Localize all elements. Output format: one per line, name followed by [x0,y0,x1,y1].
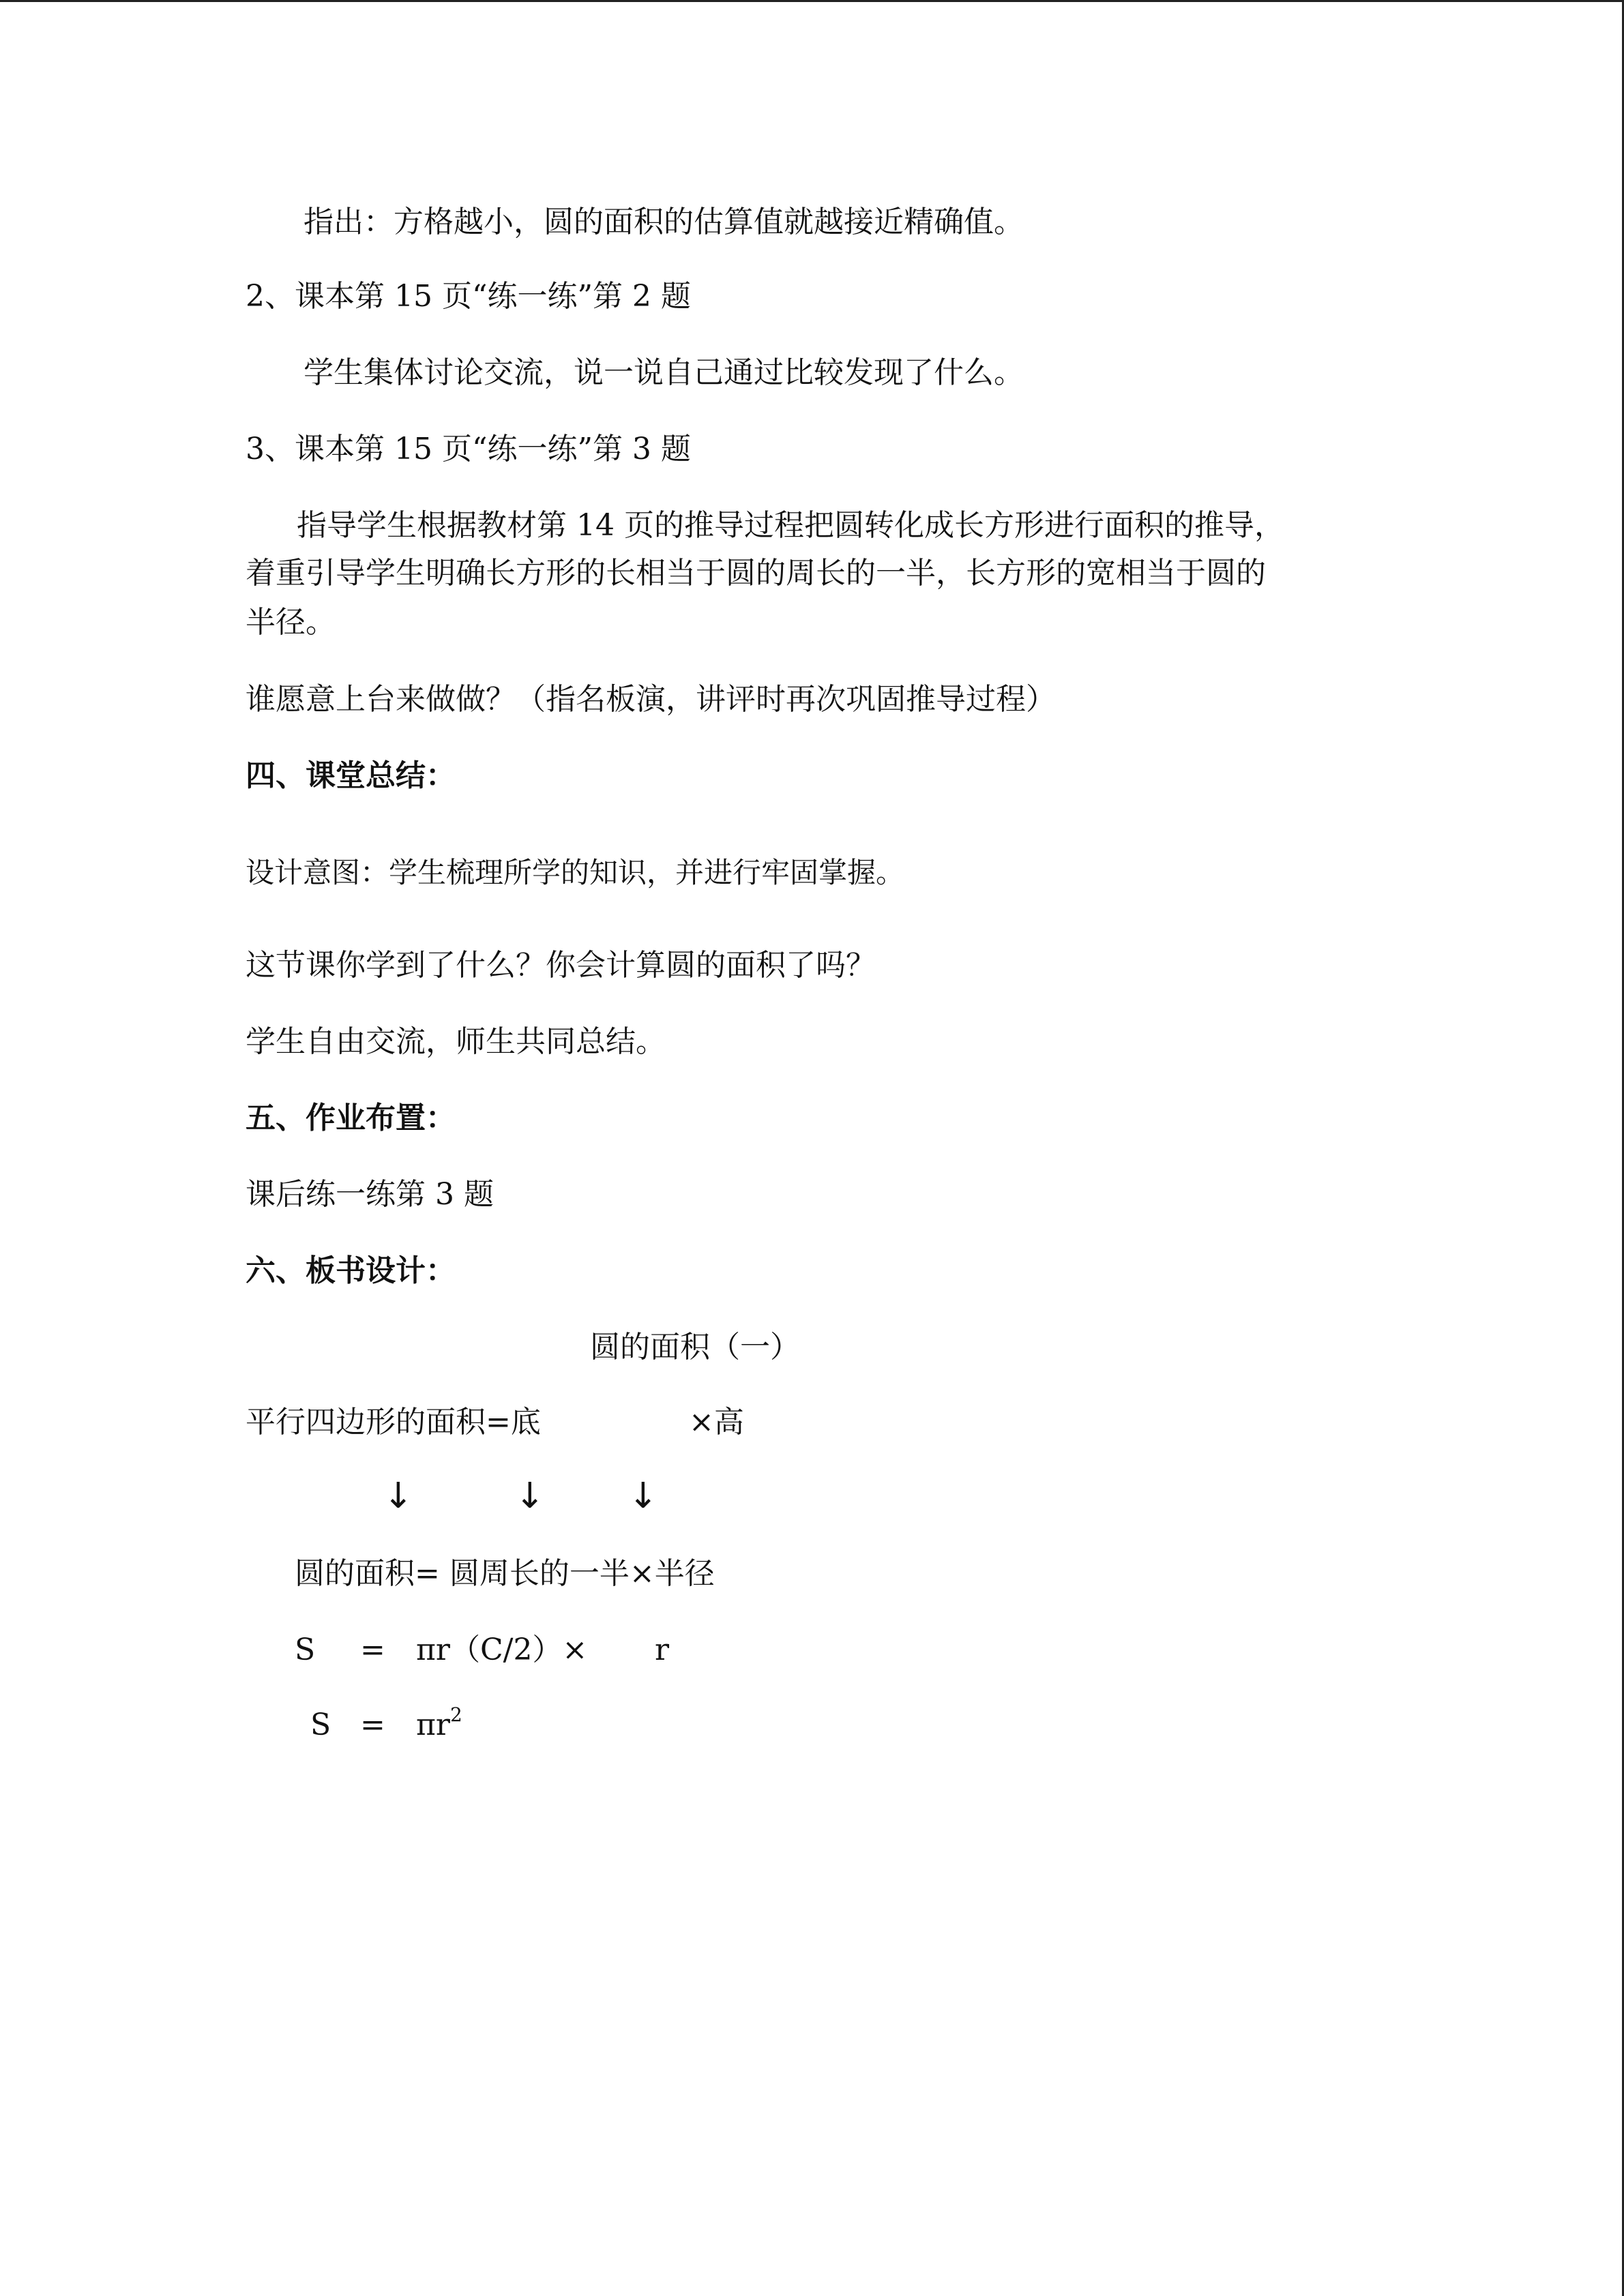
formula1-expression: πr（C/2）× [416,1632,588,1667]
board-title: 圆的面积（一） [590,1330,800,1365]
formula1-s: S [295,1632,316,1667]
paragraph-homework: 课后练一练第 3 题 [246,1177,494,1212]
board-parallelogram-formula: 平行四边形的面积=底 [246,1405,541,1440]
paragraph-grid-note: 指出：方格越小，圆的面积的估算值就越接近精确值。 [304,205,1024,239]
paragraph-volunteer: 谁愿意上台来做做？（指名板演，讲评时再次巩固推导过程） [246,682,1056,717]
paragraph-question: 这节课你学到了什么？你会计算圆的面积了吗？ [246,948,876,983]
top-border [0,0,1624,2]
formula2-expression [416,1705,462,1746]
formula1-r: r [655,1632,670,1667]
down-arrow-icon: ↓ [628,1476,658,1517]
board-circle-area-formula: 圆的面积= 圆周长的一半×半径 [295,1556,715,1591]
exercise-3-heading: 3、课本第 15 页“练一练”第 3 题 [246,432,691,466]
paragraph-derivation-2: 着重引导学生明确长方形的长相当于圆的周长的一半，长方形的宽相当于圆的 [246,556,1266,591]
board-parallelogram-height: ×高 [689,1405,744,1440]
paragraph-discussion: 学生集体讨论交流，说一说自己通过比较发现了什么。 [304,355,1024,390]
paragraph-derivation-1: 指导学生根据教材第 14 页的推导过程把圆转化成长方形进行面积的推导， [297,508,1284,543]
formula2-exponent: 2 [449,1703,462,1726]
formula2-pi-r: πr [416,1708,450,1742]
section-heading-board: 六、板书设计： [246,1253,456,1288]
formula1-equals: = [360,1632,385,1667]
section-heading-homework: 五、作业布置： [246,1101,456,1135]
design-intent-note: 设计意图：学生梳理所学的知识，并进行牢固掌握。 [246,856,905,889]
formula2-s: S [310,1708,331,1742]
formula2-equals: = [360,1708,385,1742]
section-heading-summary: 四、课堂总结： [246,758,456,793]
paragraph-exchange: 学生自由交流，师生共同总结。 [246,1024,666,1059]
down-arrow-icon: ↓ [515,1476,545,1517]
paragraph-derivation-3: 半径。 [246,605,336,640]
down-arrow-icon: ↓ [383,1476,413,1517]
exercise-2-heading: 2、课本第 15 页“练一练”第 2 题 [246,279,691,314]
